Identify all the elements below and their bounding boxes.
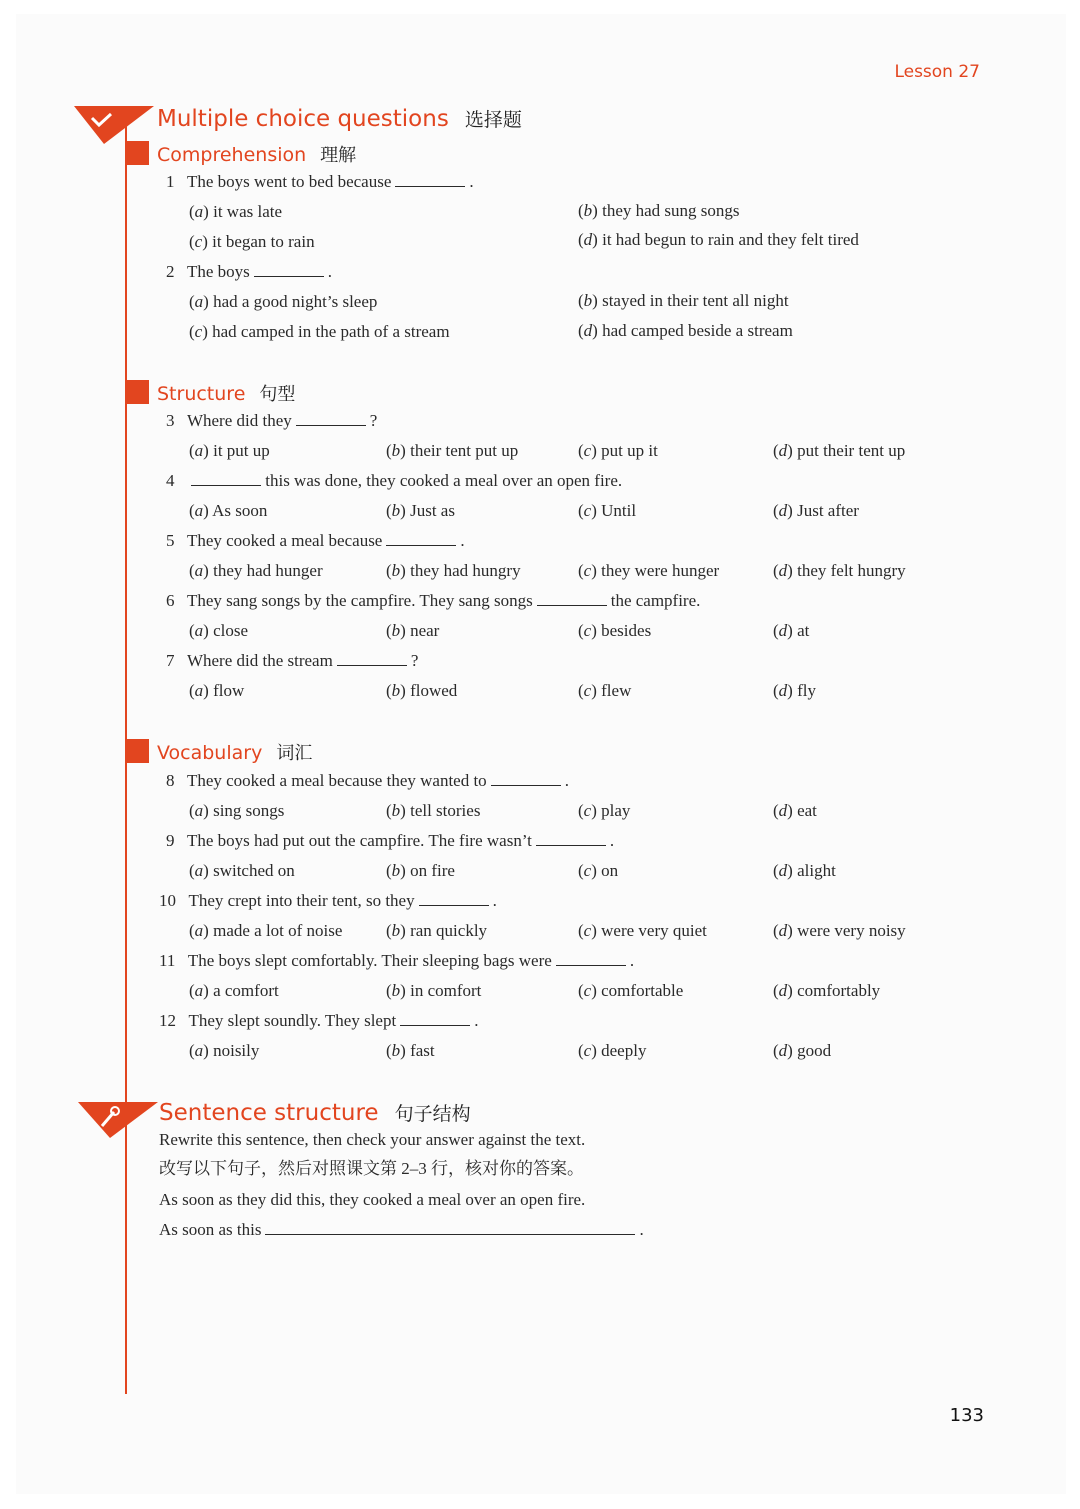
mcq-heading bbox=[157, 105, 522, 132]
question-text-end: . bbox=[474, 1011, 479, 1030]
option-2c[interactable]: (c) had camped in the path of a stream bbox=[189, 322, 450, 341]
answer-blank bbox=[491, 771, 561, 786]
option-5b[interactable]: (b) they had hungry bbox=[386, 561, 521, 580]
answer-blank bbox=[556, 951, 626, 966]
option-9b[interactable]: (b) on fire bbox=[386, 861, 455, 880]
question-text: The boys bbox=[186, 262, 250, 281]
question-text-end: this was done, they cooked a meal over an open fire. bbox=[265, 471, 623, 490]
instruction-text-cn: 改写以下句子，然后对照课文第 2–3 行，核对你的答案。 bbox=[159, 1159, 584, 1178]
example-sentence: As soon as they did this, they cooked a meal over an open fire. bbox=[159, 1190, 586, 1209]
option-1b[interactable]: (b) they had sung songs bbox=[578, 201, 740, 220]
question-number: 2 bbox=[166, 262, 175, 281]
question-number: 10 bbox=[159, 891, 176, 910]
comprehension-heading bbox=[157, 141, 356, 167]
answer-blank bbox=[254, 262, 324, 277]
option-3b[interactable]: (b) their tent put up bbox=[386, 441, 519, 460]
sentence-structure-title: Sentence structure bbox=[159, 1100, 379, 1126]
option-11c[interactable]: (c) comfortable bbox=[578, 981, 684, 1000]
option-8b[interactable]: (b) tell stories bbox=[386, 801, 481, 820]
answer-blank bbox=[386, 531, 456, 546]
option-7b[interactable]: (b) flowed bbox=[386, 681, 458, 700]
structure-title-cn: 句型 bbox=[259, 384, 296, 405]
question-number: 8 bbox=[166, 771, 175, 790]
option-12b[interactable]: (b) fast bbox=[386, 1041, 435, 1060]
question-3 bbox=[166, 411, 377, 431]
answer-blank bbox=[419, 891, 489, 906]
question-1 bbox=[166, 172, 474, 192]
option-6b[interactable]: (b) near bbox=[386, 621, 440, 640]
option-10c[interactable]: (c) were very quiet bbox=[578, 921, 707, 940]
option-4c[interactable]: (c) Until bbox=[578, 501, 637, 520]
structure-title: Structure bbox=[157, 383, 246, 405]
vocabulary-title: Vocabulary bbox=[157, 742, 263, 764]
option-6d[interactable]: (d) at bbox=[773, 621, 810, 640]
option-2a[interactable]: (a) had a good night’s sleep bbox=[189, 292, 378, 311]
question-5 bbox=[166, 531, 465, 551]
question-text-end: . bbox=[492, 891, 497, 910]
option-7d[interactable]: (d) fly bbox=[773, 681, 816, 700]
option-6a[interactable]: (a) close bbox=[189, 621, 249, 640]
question-number: 6 bbox=[166, 591, 175, 610]
option-4a[interactable]: (a) As soon bbox=[189, 501, 268, 520]
option-11d[interactable]: (d) comfortably bbox=[773, 981, 881, 1000]
answer-blank bbox=[536, 831, 606, 846]
rewrite-prompt-end: . bbox=[639, 1220, 644, 1239]
answer-blank bbox=[395, 172, 465, 187]
option-9d[interactable]: (d) alight bbox=[773, 861, 836, 880]
option-10b[interactable]: (b) ran quickly bbox=[386, 921, 488, 940]
mcq-title-cn: 选择题 bbox=[464, 109, 522, 131]
question-text: They crept into their tent, so they bbox=[188, 891, 415, 910]
rewrite-answer-line[interactable] bbox=[265, 1220, 635, 1235]
option-8c[interactable]: (c) play bbox=[578, 801, 631, 820]
instruction-text: Rewrite this sentence, then check your answer against the text. bbox=[159, 1130, 586, 1149]
option-11a[interactable]: (a) a comfort bbox=[189, 981, 279, 1000]
rewrite-prompt bbox=[159, 1220, 644, 1240]
section-marker bbox=[125, 739, 149, 763]
answer-blank bbox=[337, 651, 407, 666]
question-text-end: . bbox=[460, 531, 465, 550]
mcq-title: Multiple choice questions bbox=[157, 106, 449, 132]
answer-blank bbox=[191, 471, 261, 486]
question-text: They cooked a meal because bbox=[186, 531, 383, 550]
question-10 bbox=[159, 891, 497, 911]
vocabulary-title-cn: 词汇 bbox=[276, 743, 313, 764]
question-number: 5 bbox=[166, 531, 175, 550]
question-2 bbox=[166, 262, 332, 282]
answer-blank bbox=[400, 1011, 470, 1026]
question-4 bbox=[166, 471, 622, 491]
question-text-end: . bbox=[564, 771, 569, 790]
option-8d[interactable]: (d) eat bbox=[773, 801, 817, 820]
answer-blank bbox=[537, 591, 607, 606]
rewrite-prompt-text: As soon as this bbox=[159, 1220, 262, 1239]
vocabulary-heading bbox=[157, 739, 312, 765]
option-2d[interactable]: (d) had camped beside a stream bbox=[578, 321, 793, 340]
question-7 bbox=[166, 651, 418, 671]
comprehension-title: Comprehension bbox=[157, 144, 307, 166]
option-7c[interactable]: (c) flew bbox=[578, 681, 632, 700]
question-number: 12 bbox=[159, 1011, 176, 1030]
option-1c[interactable]: (c) it began to rain bbox=[189, 232, 315, 251]
option-6c[interactable]: (c) besides bbox=[578, 621, 652, 640]
question-number: 4 bbox=[166, 471, 175, 490]
lesson-label: Lesson 27 bbox=[894, 62, 980, 82]
option-9a[interactable]: (a) switched on bbox=[189, 861, 295, 880]
question-text: They slept soundly. They slept bbox=[188, 1011, 397, 1030]
section-marker bbox=[125, 141, 149, 165]
question-text: They cooked a meal because they wanted to bbox=[186, 771, 487, 790]
question-9 bbox=[166, 831, 614, 851]
option-12d[interactable]: (d) good bbox=[773, 1041, 832, 1060]
option-3d[interactable]: (d) put their tent up bbox=[773, 441, 906, 460]
option-3c[interactable]: (c) put up it bbox=[578, 441, 658, 460]
question-text: Where did the stream bbox=[186, 651, 333, 670]
option-4d[interactable]: (d) Just after bbox=[773, 501, 859, 520]
question-12 bbox=[159, 1011, 478, 1031]
question-text-end: ? bbox=[369, 411, 378, 430]
question-text-end: . bbox=[629, 951, 635, 970]
option-5c[interactable]: (c) they were hunger bbox=[578, 561, 720, 580]
option-3a[interactable]: (a) it put up bbox=[189, 441, 270, 460]
option-10d[interactable]: (d) were very noisy bbox=[773, 921, 906, 940]
comprehension-title-cn: 理解 bbox=[320, 145, 357, 166]
question-text-end: . bbox=[469, 172, 474, 191]
question-8 bbox=[166, 771, 569, 791]
option-4b[interactable]: (b) Just as bbox=[386, 501, 455, 520]
option-7a[interactable]: (a) flow bbox=[189, 681, 245, 700]
structure-heading bbox=[157, 380, 295, 406]
answer-blank bbox=[296, 411, 366, 426]
section-marker bbox=[125, 380, 149, 404]
option-12c[interactable]: (c) deeply bbox=[578, 1041, 647, 1060]
question-number: 3 bbox=[166, 411, 175, 430]
sentence-structure-heading bbox=[159, 1099, 471, 1126]
question-6 bbox=[166, 591, 700, 611]
question-number: 7 bbox=[166, 651, 175, 670]
question-text-end: . bbox=[609, 831, 615, 850]
wrench-badge-icon bbox=[78, 1100, 160, 1142]
question-text-end: ? bbox=[410, 651, 419, 670]
question-text: They sang songs by the campfire. They sang songs bbox=[186, 591, 533, 610]
option-1d[interactable]: (d) it had begun to rain and they felt tired bbox=[578, 230, 859, 249]
question-number: 9 bbox=[166, 831, 175, 850]
option-8a[interactable]: (a) sing songs bbox=[189, 801, 285, 820]
option-9c[interactable]: (c) on bbox=[578, 861, 619, 880]
question-text: Where did they bbox=[186, 411, 292, 430]
checkmark-badge-icon bbox=[74, 104, 156, 146]
option-5d[interactable]: (d) they felt hungry bbox=[773, 561, 906, 580]
option-10a[interactable]: (a) made a lot of noise bbox=[189, 921, 343, 940]
question-text: The boys had put out the campfire. The fire wasn’t bbox=[186, 831, 532, 850]
question-text: The boys slept comfortably. Their sleeping bags were bbox=[187, 951, 552, 970]
question-text: The boys went to bed because bbox=[186, 172, 392, 191]
option-2b[interactable]: (b) stayed in their tent all night bbox=[578, 291, 789, 310]
question-text-end: the campfire. bbox=[610, 591, 701, 610]
option-12a[interactable]: (a) noisily bbox=[189, 1041, 260, 1060]
question-text-end: . bbox=[327, 262, 332, 281]
sentence-structure-title-cn: 句子结构 bbox=[394, 1103, 471, 1125]
option-1a[interactable]: (a) it was late bbox=[189, 202, 283, 221]
question-11 bbox=[159, 951, 634, 971]
question-number: 1 bbox=[166, 172, 175, 191]
page-number: 133 bbox=[949, 1405, 984, 1426]
option-5a[interactable]: (a) they had hunger bbox=[189, 561, 323, 580]
option-11b[interactable]: (b) in comfort bbox=[386, 981, 482, 1000]
question-number: 11 bbox=[159, 951, 176, 970]
